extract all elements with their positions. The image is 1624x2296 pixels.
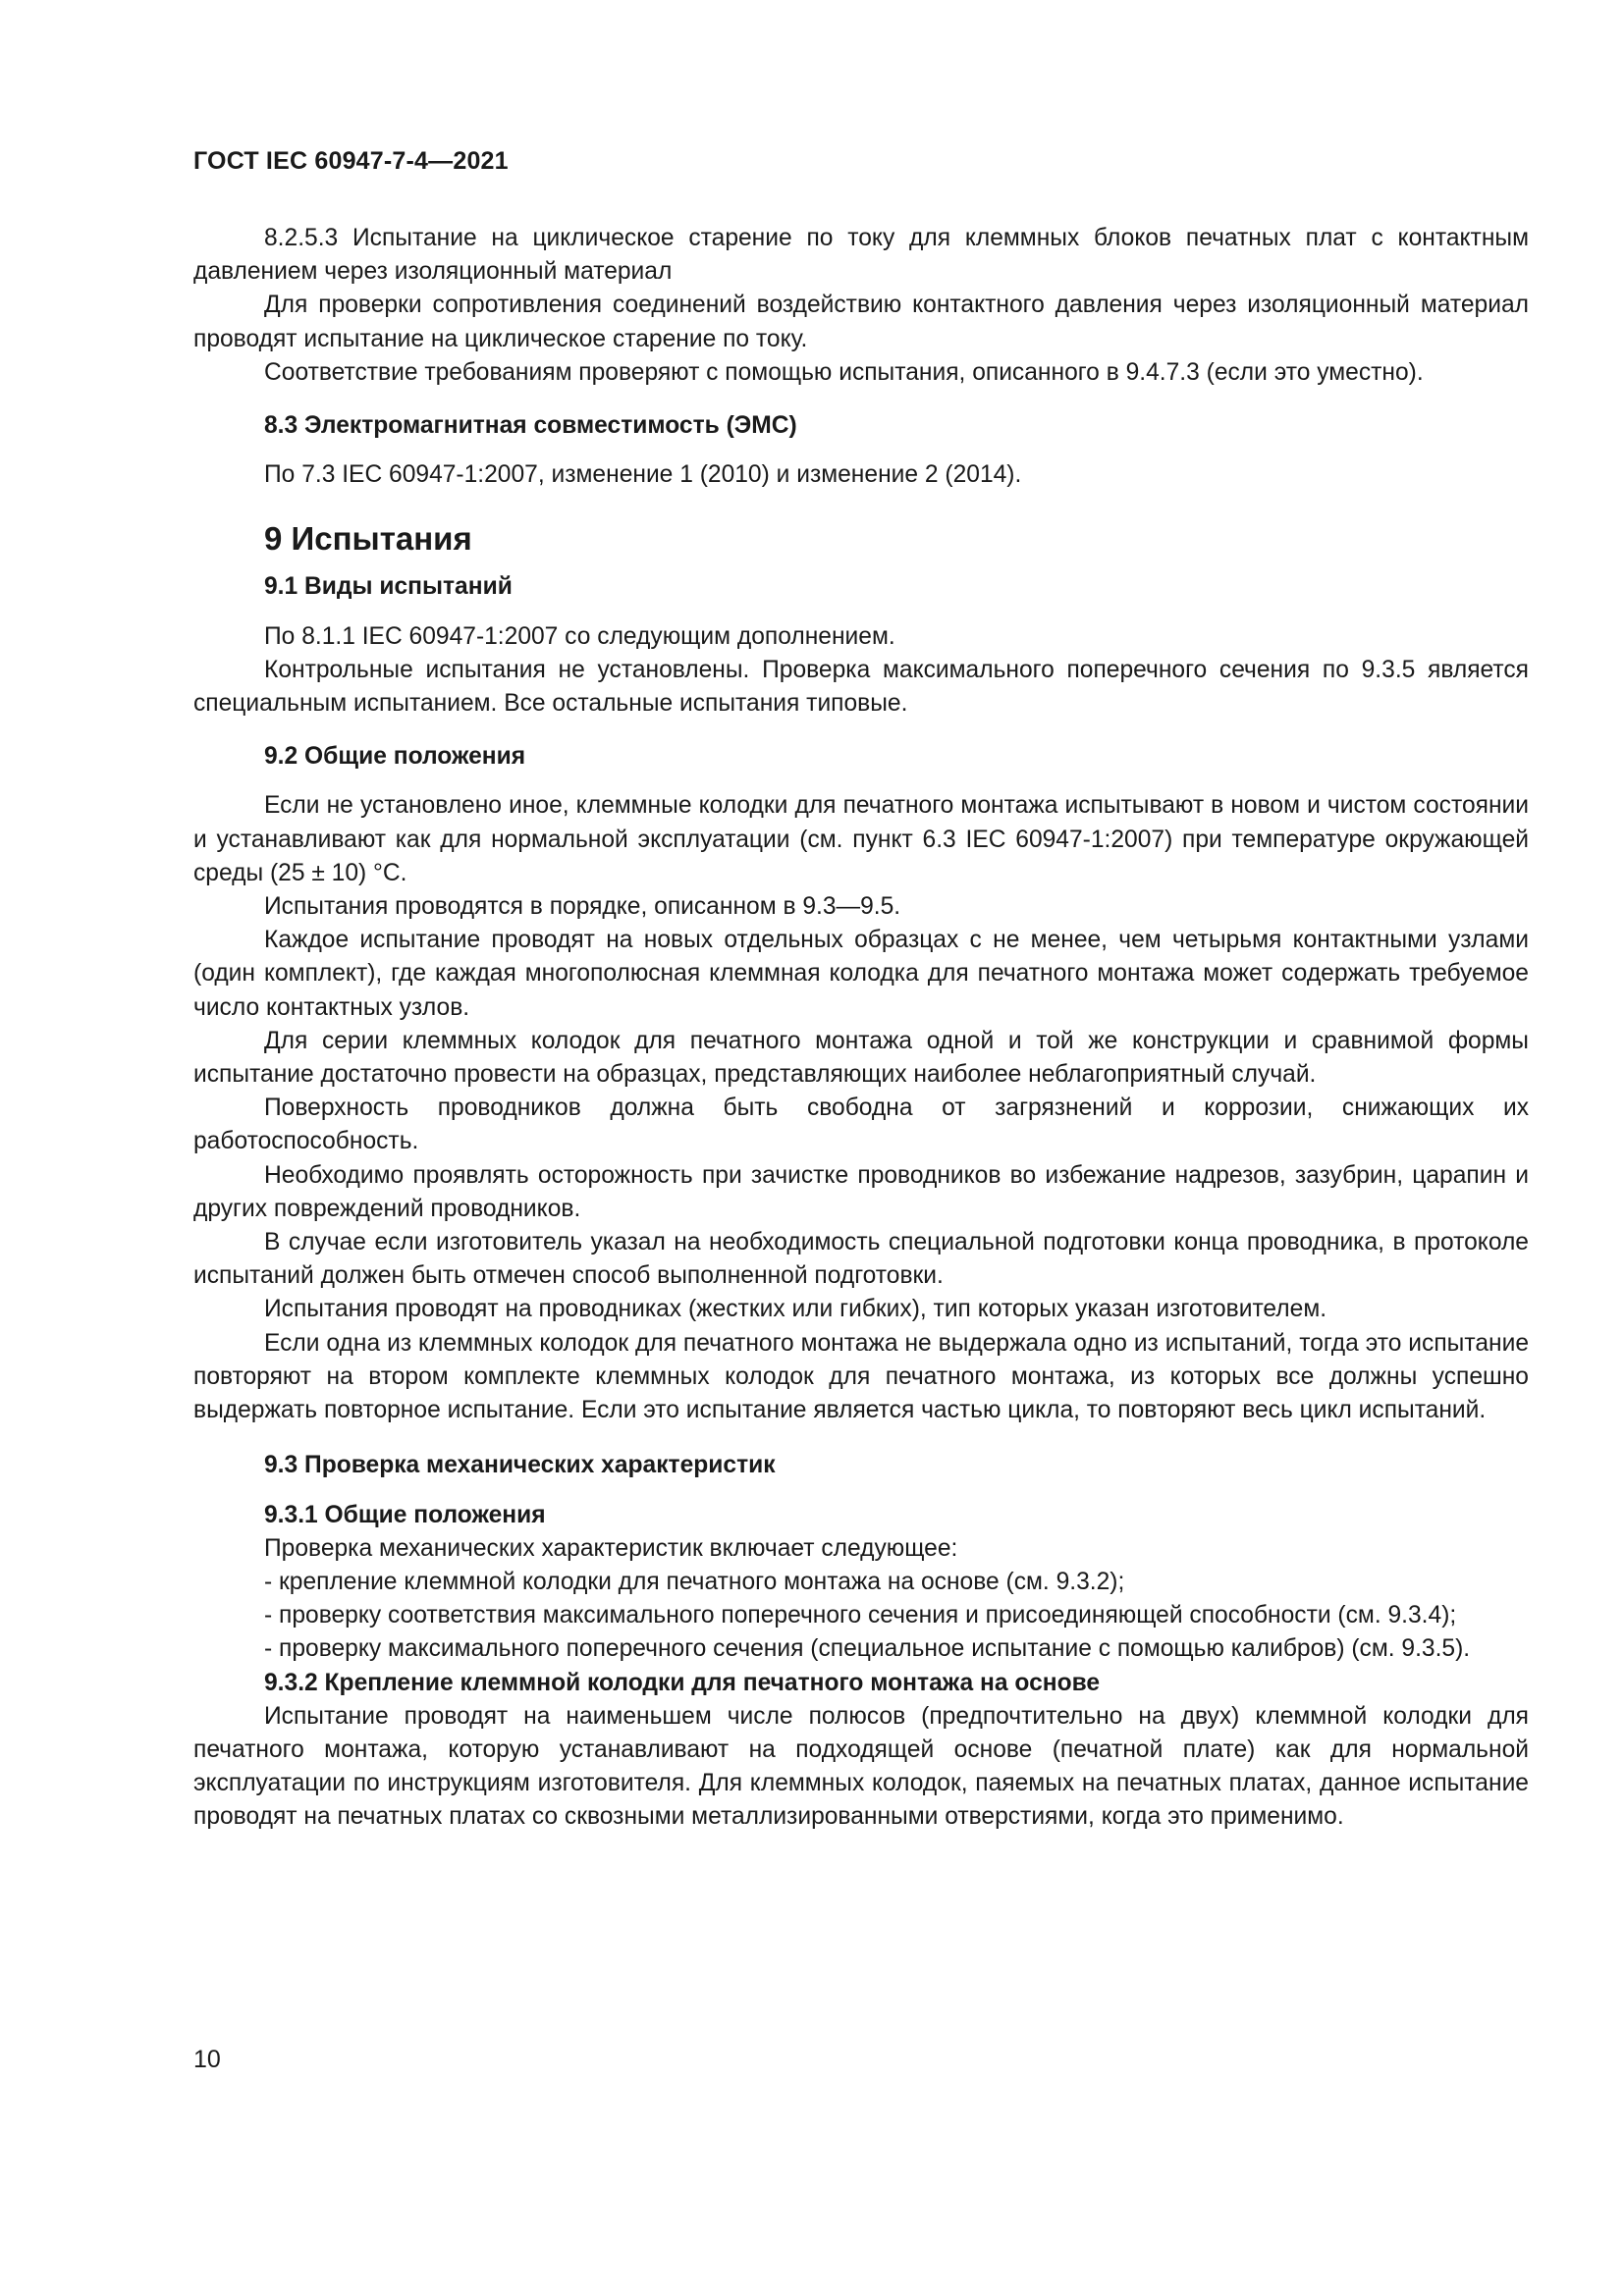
chapter-heading-9: 9 Испытания — [264, 520, 472, 558]
list-item: - проверку соответствия максимального поперечного сечения и присоединяющей способности (см. 9.3.4); — [264, 1602, 1457, 1629]
paragraph: Испытание проводят на наименьшем числе полюсов (предпочтительно на двух) клеммной колодки для печатного монтажа, которую устанавливают на подходящей основе (печатной плате) как для нормальной эксплуатации по инструкциям изготовителя. Для клеммных колодок, паяемых на печатных платах, данное испытание проводят на печатных платах со сквозными металлизированными отверстиями, когда это применимо. — [193, 1702, 1529, 1831]
paragraph: Каждое испытание проводят на новых отдельных образцах с не менее, чем четырьмя контактными узлами (один комплект), где каждая многополюсная клеммная колодка для печатного монтажа может содержать требуемое число контактных узлов. — [193, 927, 1529, 1021]
section-heading-9-1: 9.1 Виды испытаний — [264, 573, 513, 601]
paragraph: По 7.3 IEC 60947-1:2007, изменение 1 (2010) и изменение 2 (2014). — [264, 461, 1022, 489]
paragraph: Проверка механических характеристик включает следующее: — [264, 1534, 958, 1562]
paragraph: Поверхность проводников должна быть свободна от загрязнений и коррозии, снижающих их работоспособность. — [193, 1095, 1529, 1155]
paragraph: Для серии клеммных колодок для печатного монтажа одной и той же конструкции и сравнимой формы испытание достаточно провести на образцах, представляющих наиболее неблагоприятный случай. — [193, 1027, 1529, 1089]
document-header: ГОСТ IEC 60947-7-4—2021 — [193, 147, 509, 175]
paragraph: Для проверки сопротивления соединений воздействию контактного давления через изоляционный материал проводят испытание на циклическое старение по току. — [193, 292, 1529, 352]
list-item: - крепление клеммной колодки для печатного монтажа на основе (см. 9.3.2); — [264, 1568, 1125, 1595]
paragraph: Необходимо проявлять осторожность при зачистке проводников во избежание надрезов, зазубрин, царапин и других повреждений проводников. — [193, 1161, 1529, 1222]
paragraph: Если не установлено иное, клеммные колодки для печатного монтажа испытывают в новом и чистом состоянии и устанавливают как для нормальной эксплуатации (см. пункт 6.3 IEC 60947-1:2007) при температуре окружающей среды (25 ± 10) °С. — [193, 792, 1529, 886]
page-body — [193, 222, 1529, 1835]
paragraph: Испытания проводятся в порядке, описанном в 9.3—9.5. — [264, 893, 901, 921]
list-item: - проверку максимального поперечного сечения (специальное испытание с помощью калибров) (см. 9.3.5). — [264, 1635, 1471, 1663]
paragraph: 8.2.5.3 Испытание на циклическое старение по току для клеммных блоков печатных плат с контактным давлением через изоляционный материал — [193, 225, 1529, 286]
paragraph: Соответствие требованиям проверяют с помощью испытания, описанного в 9.4.7.3 (если это уместно). — [264, 358, 1424, 386]
section-heading-9-3-2: 9.3.2 Крепление клеммной колодки для печатного монтажа на основе — [264, 1669, 1101, 1696]
paragraph: Испытания проводят на проводниках (жестких или гибких), тип которых указан изготовителем. — [264, 1296, 1327, 1323]
paragraph: В случае если изготовитель указал на необходимость специальной подготовки конца проводника, в протоколе испытаний должен быть отмечен способ выполненной подготовки. — [193, 1229, 1529, 1290]
page-number: 10 — [193, 2046, 221, 2073]
section-heading-8-3: 8.3 Электромагнитная совместимость (ЭМС) — [264, 412, 797, 440]
paragraph: Контрольные испытания не установлены. Проверка максимального поперечного сечения по 9.3.5 является специальным испытанием. Все остальные испытания типовые. — [193, 656, 1529, 718]
paragraph: Если одна из клеммных колодок для печатного монтажа не выдержала одно из испытаний, тогда это испытание повторяют на втором комплекте клеммных колодок для печатного монтажа, из которых все должны успешно выдержать повторное испытание. Если это испытание является частью цикла, то повторяют весь цикл испытаний. — [193, 1329, 1529, 1424]
section-heading-9-3-1: 9.3.1 Общие положения — [264, 1501, 546, 1528]
section-heading-9-3: 9.3 Проверка механических характеристик — [264, 1452, 776, 1479]
paragraph: По 8.1.1 IEC 60947-1:2007 со следующим дополнением. — [264, 622, 895, 650]
section-heading-9-2: 9.2 Общие положения — [264, 743, 526, 771]
